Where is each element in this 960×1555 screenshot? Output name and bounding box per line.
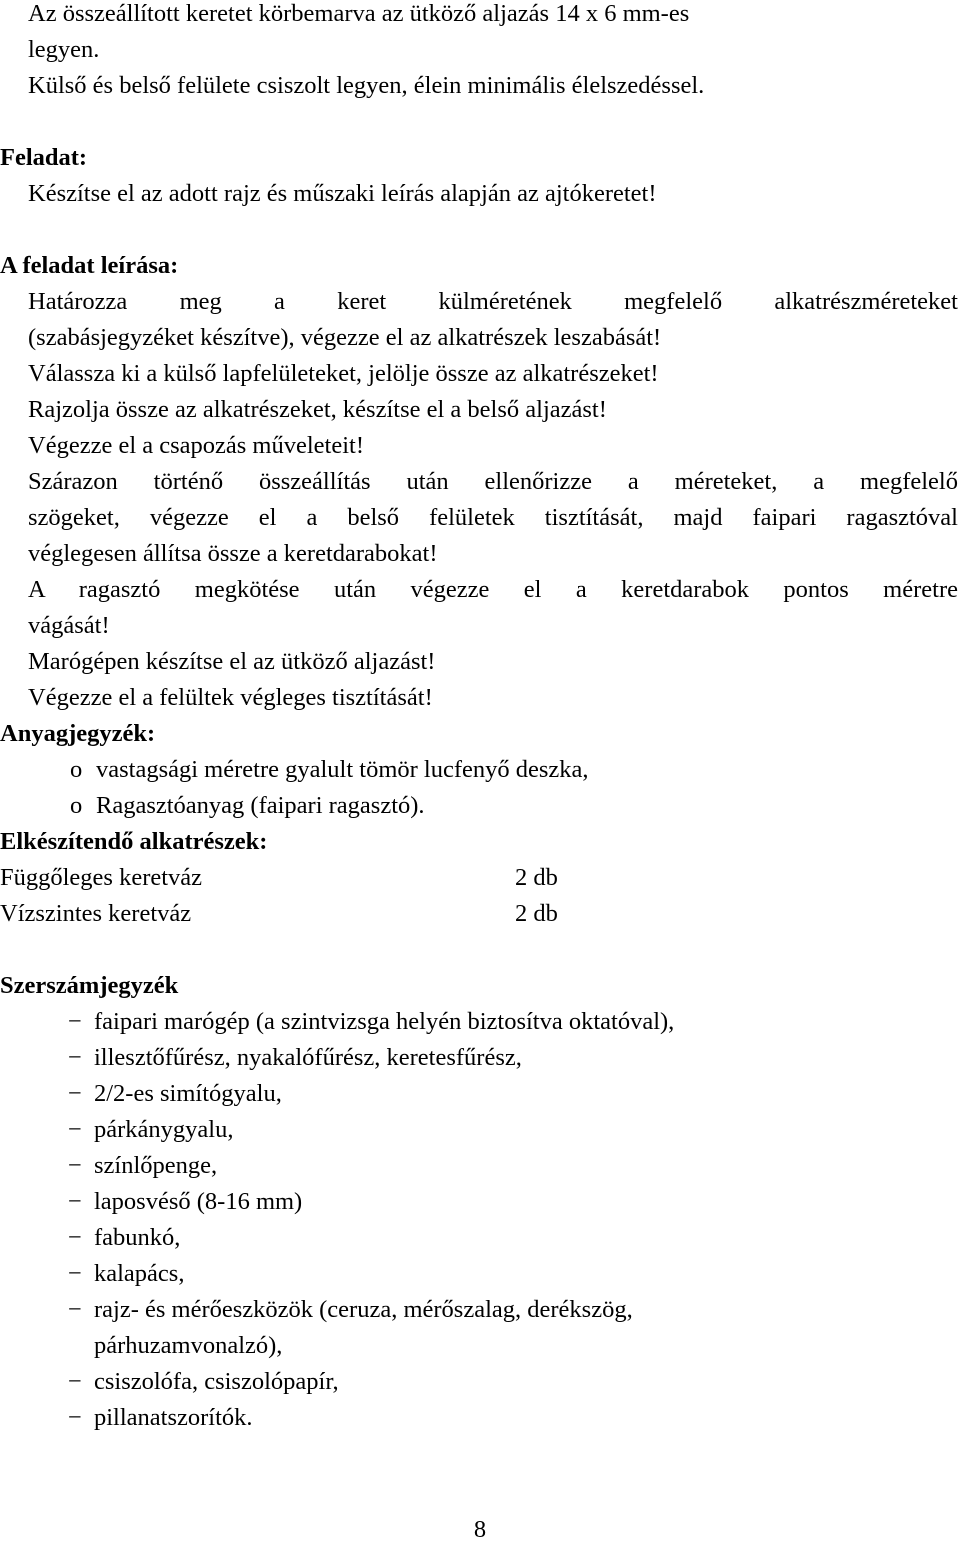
tool-item-text: kalapács, <box>94 1260 185 1287</box>
description-p4: Végezze el a csapozás műveleteit! <box>28 432 365 459</box>
tool-item <box>68 1184 302 1220</box>
description-p8: Végezze el a felültek végleges tisztítását! <box>28 684 433 711</box>
materials-item-text: vastagsági méretre gyalult tömör lucfenyő deszka, <box>96 756 589 783</box>
tool-item-text: faipari marógép (a szintvizsga helyén biztosítva oktatóval), <box>94 1008 675 1035</box>
dash-icon: − <box>68 1152 82 1179</box>
intro-line-2: legyen. <box>28 36 100 63</box>
dash-icon: − <box>68 1044 82 1071</box>
bullet-o-icon: o <box>70 792 83 819</box>
materials-item-text: Ragasztóanyag (faipari ragasztó). <box>96 792 425 819</box>
tool-item-text: rajz- és mérőeszközök (ceruza, mérőszalag, derékszög, <box>94 1296 633 1323</box>
tool-item-continuation: párhuzamvonalzó), <box>94 1332 283 1359</box>
description-p5-line2: szögeket, végezze el a belső felületek tisztítását, majd faipari ragasztóval <box>28 504 958 531</box>
tool-item-text: pillanatszorítók. <box>94 1404 253 1431</box>
parts-row-name: Függőleges keretváz <box>0 864 203 891</box>
materials-item <box>70 752 589 788</box>
tool-item <box>68 1220 180 1256</box>
tool-item <box>68 1148 217 1184</box>
parts-row-qty: 2 db <box>515 864 558 891</box>
intro-line-1: Az összeállított keretet körbemarva az ütköző aljazás 14 x 6 mm-es <box>28 0 690 27</box>
tool-item <box>68 1256 184 1292</box>
description-p5-line3: véglegesen állítsa össze a keretdarabokat! <box>28 540 438 567</box>
description-p1-line2: (szabásjegyzéket készítve), végezze el az alkatrészek leszabását! <box>28 324 662 351</box>
description-p5-line1: Szárazon történő összeállítás után ellenőrizze a méreteket, a megfelelő <box>28 468 958 495</box>
intro-line-3: Külső és belső felülete csiszolt legyen, élein minimális élelszedéssel. <box>28 72 705 99</box>
tool-item <box>68 1292 633 1328</box>
dash-icon: − <box>68 1296 82 1323</box>
tool-item-text: laposvéső (8-16 mm) <box>94 1188 303 1215</box>
bullet-o-icon: o <box>70 756 83 783</box>
description-p7: Marógépen készítse el az ütköző aljazást! <box>28 648 436 675</box>
dash-icon: − <box>68 1008 82 1035</box>
dash-icon: − <box>68 1368 82 1395</box>
description-p1-line1: Határozza meg a keret külméretének megfelelő alkatrészméreteket <box>28 288 958 315</box>
materials-item <box>70 788 425 824</box>
dash-icon: − <box>68 1188 82 1215</box>
dash-icon: − <box>68 1260 82 1287</box>
task-text: Készítse el az adott rajz és műszaki leírás alapján az ajtókeretet! <box>28 180 657 207</box>
dash-icon: − <box>68 1224 82 1251</box>
description-p3: Rajzolja össze az alkatrészeket, készítse el a belső aljazást! <box>28 396 607 423</box>
tool-item-text: csiszolófa, csiszolópapír, <box>94 1368 339 1395</box>
tool-item <box>68 1400 253 1436</box>
tool-item <box>68 1004 674 1040</box>
dash-icon: − <box>68 1116 82 1143</box>
tools-heading: Szerszámjegyzék <box>0 972 179 999</box>
tool-item-text: színlőpenge, <box>94 1152 218 1179</box>
description-p2: Válassza ki a külső lapfelületeket, jelölje össze az alkatrészeket! <box>28 360 659 387</box>
page-number: 8 <box>473 1516 487 1543</box>
tool-item <box>68 1040 522 1076</box>
tool-item-text: 2/2-es simítógyalu, <box>94 1080 282 1107</box>
materials-heading: Anyagjegyzék: <box>0 720 156 747</box>
tool-item <box>68 1112 233 1148</box>
parts-heading: Elkészítendő alkatrészek: <box>0 828 268 855</box>
parts-row-name: Vízszintes keretváz <box>0 900 192 927</box>
description-heading: A feladat leírása: <box>0 252 179 279</box>
tool-item-text: illesztőfűrész, nyakalófűrész, keretesfűrész, <box>94 1044 522 1071</box>
tool-item <box>68 1076 282 1112</box>
dash-icon: − <box>68 1404 82 1431</box>
parts-row-qty: 2 db <box>515 900 558 927</box>
tool-item-text: fabunkó, <box>94 1224 181 1251</box>
tool-item <box>68 1364 339 1400</box>
tool-item-text: párkánygyalu, <box>94 1116 234 1143</box>
description-p6-line1: A ragasztó megkötése után végezze el a keretdarabok pontos méretre <box>28 576 958 603</box>
task-heading: Feladat: <box>0 144 88 171</box>
description-p6-line2: vágását! <box>28 612 110 639</box>
dash-icon: − <box>68 1080 82 1107</box>
